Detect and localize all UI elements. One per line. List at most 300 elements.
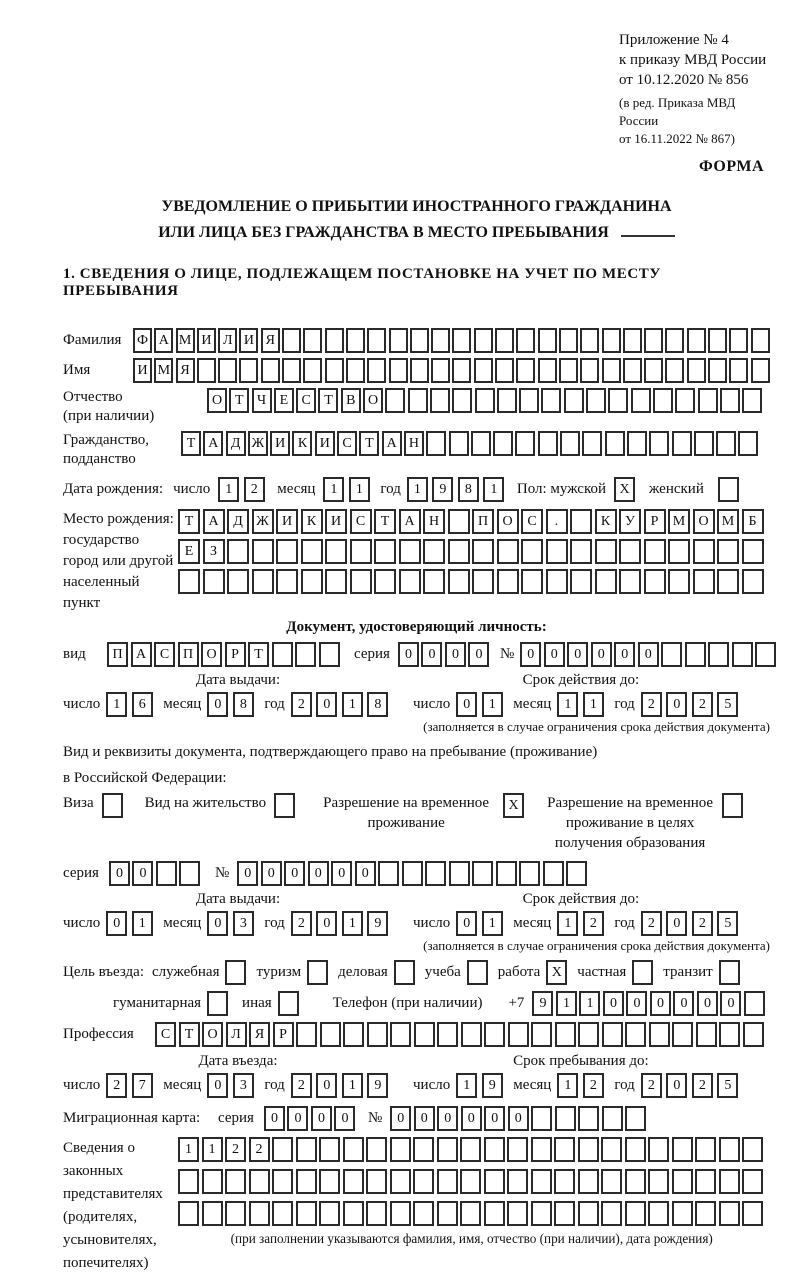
form-cell[interactable] <box>274 793 295 818</box>
form-cell[interactable] <box>531 1022 552 1047</box>
form-cell[interactable] <box>546 539 568 564</box>
form-cell[interactable]: А <box>203 431 223 456</box>
form-cell[interactable]: У <box>619 509 641 534</box>
form-cell[interactable] <box>102 793 123 818</box>
form-cell[interactable] <box>325 328 344 353</box>
form-cell[interactable] <box>605 431 625 456</box>
form-cell[interactable]: К <box>301 509 323 534</box>
form-cell[interactable] <box>437 1169 458 1194</box>
form-cell[interactable] <box>693 569 715 594</box>
form-cell[interactable]: 2 <box>692 911 713 936</box>
form-cell[interactable] <box>389 328 408 353</box>
form-cell[interactable]: О <box>693 509 715 534</box>
form-cell[interactable]: 1 <box>482 692 503 717</box>
form-cell[interactable]: И <box>239 328 258 353</box>
form-cell[interactable] <box>249 1169 270 1194</box>
form-cell[interactable]: Т <box>359 431 379 456</box>
form-cell[interactable]: О <box>201 642 222 667</box>
form-cell[interactable] <box>717 569 739 594</box>
form-cell[interactable] <box>460 1169 481 1194</box>
form-cell[interactable] <box>390 1169 411 1194</box>
form-cell[interactable] <box>366 1201 387 1226</box>
form-cell[interactable] <box>602 328 621 353</box>
form-cell[interactable]: 3 <box>233 1073 254 1098</box>
form-cell[interactable]: Р <box>273 1022 294 1047</box>
form-cell[interactable]: 0 <box>390 1106 411 1131</box>
form-cell[interactable] <box>625 1169 646 1194</box>
form-cell[interactable] <box>385 388 405 413</box>
form-cell[interactable] <box>367 328 386 353</box>
form-cell[interactable]: 9 <box>432 477 453 502</box>
form-cell[interactable]: 7 <box>132 1073 153 1098</box>
form-cell[interactable] <box>431 328 450 353</box>
form-cell[interactable] <box>665 328 684 353</box>
form-cell[interactable]: 0 <box>421 642 442 667</box>
form-cell[interactable]: 8 <box>458 477 479 502</box>
form-cell[interactable] <box>543 861 564 886</box>
form-cell[interactable]: А <box>131 642 152 667</box>
form-cell[interactable] <box>497 539 519 564</box>
form-cell[interactable] <box>452 388 472 413</box>
form-cell[interactable] <box>366 1169 387 1194</box>
form-cell[interactable]: П <box>472 509 494 534</box>
form-cell[interactable]: 2 <box>692 1073 713 1098</box>
form-cell[interactable]: 9 <box>367 1073 388 1098</box>
form-cell[interactable]: Е <box>178 539 200 564</box>
form-cell[interactable] <box>708 328 727 353</box>
form-cell[interactable] <box>394 960 415 985</box>
form-cell[interactable]: Н <box>404 431 424 456</box>
form-cell[interactable]: И <box>315 431 335 456</box>
form-cell[interactable] <box>578 1106 599 1131</box>
form-cell[interactable] <box>644 569 666 594</box>
form-cell[interactable] <box>719 960 740 985</box>
form-cell[interactable] <box>516 358 535 383</box>
form-cell[interactable] <box>178 1169 199 1194</box>
form-cell[interactable] <box>732 642 753 667</box>
form-cell[interactable] <box>632 960 653 985</box>
form-cell[interactable] <box>742 388 762 413</box>
form-cell[interactable] <box>695 1169 716 1194</box>
form-cell[interactable] <box>197 358 216 383</box>
form-cell[interactable]: 2 <box>225 1137 246 1162</box>
form-cell[interactable]: 0 <box>331 861 352 886</box>
form-cell[interactable]: 1 <box>132 911 153 936</box>
form-cell[interactable] <box>366 1137 387 1162</box>
form-cell[interactable]: 0 <box>614 642 635 667</box>
form-cell[interactable] <box>578 1022 599 1047</box>
form-cell[interactable]: С <box>296 388 316 413</box>
form-cell[interactable] <box>521 569 543 594</box>
form-cell[interactable]: 2 <box>583 1073 604 1098</box>
form-cell[interactable] <box>484 1022 505 1047</box>
form-cell[interactable] <box>272 1201 293 1226</box>
form-cell[interactable] <box>296 1201 317 1226</box>
form-cell[interactable] <box>602 358 621 383</box>
form-cell[interactable]: Ф <box>133 328 152 353</box>
form-cell[interactable]: М <box>668 509 690 534</box>
form-cell[interactable]: 2 <box>692 692 713 717</box>
form-cell[interactable] <box>325 358 344 383</box>
form-cell[interactable] <box>515 431 535 456</box>
form-cell[interactable]: 0 <box>207 1073 228 1098</box>
form-cell[interactable]: И <box>276 509 298 534</box>
form-cell[interactable]: 0 <box>456 911 477 936</box>
form-cell[interactable] <box>694 431 714 456</box>
form-cell[interactable]: Б <box>742 509 764 534</box>
form-cell[interactable] <box>319 1137 340 1162</box>
form-cell[interactable]: 0 <box>673 991 694 1016</box>
form-cell[interactable] <box>325 569 347 594</box>
form-cell[interactable] <box>555 1106 576 1131</box>
form-cell[interactable]: X <box>614 477 635 502</box>
form-cell[interactable] <box>448 539 470 564</box>
form-cell[interactable] <box>218 358 237 383</box>
form-cell[interactable] <box>531 1169 552 1194</box>
form-cell[interactable]: О <box>202 1022 223 1047</box>
form-cell[interactable] <box>484 1137 505 1162</box>
form-cell[interactable]: 0 <box>626 991 647 1016</box>
form-cell[interactable]: 2 <box>244 477 265 502</box>
form-cell[interactable] <box>751 328 770 353</box>
form-cell[interactable]: 0 <box>261 861 282 886</box>
form-cell[interactable] <box>644 539 666 564</box>
form-cell[interactable] <box>346 328 365 353</box>
form-cell[interactable] <box>687 358 706 383</box>
form-cell[interactable] <box>156 861 177 886</box>
form-cell[interactable] <box>497 388 517 413</box>
form-cell[interactable] <box>252 539 274 564</box>
form-cell[interactable]: 9 <box>367 911 388 936</box>
form-cell[interactable]: 1 <box>557 911 578 936</box>
form-cell[interactable] <box>719 1022 740 1047</box>
form-cell[interactable] <box>649 431 669 456</box>
form-cell[interactable] <box>179 861 200 886</box>
form-cell[interactable]: 0 <box>720 991 741 1016</box>
form-cell[interactable]: 1 <box>557 1073 578 1098</box>
form-cell[interactable] <box>531 1137 552 1162</box>
form-cell[interactable]: 1 <box>456 1073 477 1098</box>
form-cell[interactable]: 1 <box>557 692 578 717</box>
form-cell[interactable] <box>729 358 748 383</box>
form-cell[interactable] <box>202 1169 223 1194</box>
form-cell[interactable] <box>295 642 316 667</box>
form-cell[interactable] <box>538 328 557 353</box>
form-cell[interactable] <box>202 1201 223 1226</box>
form-cell[interactable] <box>602 1106 623 1131</box>
form-cell[interactable] <box>399 539 421 564</box>
form-cell[interactable]: 2 <box>106 1073 127 1098</box>
form-cell[interactable] <box>570 509 592 534</box>
form-cell[interactable] <box>718 477 739 502</box>
form-cell[interactable] <box>378 861 399 886</box>
form-cell[interactable] <box>449 431 469 456</box>
form-cell[interactable] <box>460 1201 481 1226</box>
form-cell[interactable] <box>343 1169 364 1194</box>
form-cell[interactable] <box>623 358 642 383</box>
form-cell[interactable]: Т <box>374 509 396 534</box>
form-cell[interactable]: М <box>717 509 739 534</box>
form-cell[interactable] <box>627 431 647 456</box>
form-cell[interactable]: 1 <box>579 991 600 1016</box>
form-cell[interactable]: 2 <box>641 911 662 936</box>
form-cell[interactable] <box>555 1022 576 1047</box>
form-cell[interactable]: 1 <box>106 692 127 717</box>
form-cell[interactable] <box>601 1201 622 1226</box>
form-cell[interactable]: 0 <box>445 642 466 667</box>
form-cell[interactable] <box>742 1169 763 1194</box>
form-cell[interactable]: М <box>176 328 195 353</box>
form-cell[interactable]: 0 <box>287 1106 308 1131</box>
form-cell[interactable] <box>716 431 736 456</box>
form-cell[interactable]: 0 <box>237 861 258 886</box>
form-cell[interactable] <box>449 861 470 886</box>
form-cell[interactable]: 0 <box>316 911 337 936</box>
form-cell[interactable]: 9 <box>482 1073 503 1098</box>
form-cell[interactable]: 0 <box>484 1106 505 1131</box>
form-cell[interactable] <box>225 1169 246 1194</box>
form-cell[interactable] <box>343 1022 364 1047</box>
form-cell[interactable]: 0 <box>666 692 687 717</box>
form-cell[interactable]: Я <box>249 1022 270 1047</box>
form-cell[interactable]: Л <box>218 328 237 353</box>
form-cell[interactable] <box>720 388 740 413</box>
form-cell[interactable]: 0 <box>650 991 671 1016</box>
form-cell[interactable] <box>225 960 246 985</box>
form-cell[interactable] <box>729 328 748 353</box>
form-cell[interactable] <box>497 569 519 594</box>
form-cell[interactable]: 2 <box>291 692 312 717</box>
form-cell[interactable] <box>296 1169 317 1194</box>
form-cell[interactable] <box>276 569 298 594</box>
form-cell[interactable] <box>672 431 692 456</box>
form-cell[interactable]: . <box>546 509 568 534</box>
form-cell[interactable]: 0 <box>697 991 718 1016</box>
form-cell[interactable] <box>496 861 517 886</box>
form-cell[interactable] <box>672 1169 693 1194</box>
form-cell[interactable]: 2 <box>291 911 312 936</box>
form-cell[interactable] <box>625 1201 646 1226</box>
form-cell[interactable] <box>319 1169 340 1194</box>
form-cell[interactable] <box>672 1137 693 1162</box>
form-cell[interactable]: 0 <box>334 1106 355 1131</box>
form-cell[interactable] <box>578 1137 599 1162</box>
form-cell[interactable]: 0 <box>638 642 659 667</box>
form-cell[interactable] <box>367 1022 388 1047</box>
form-cell[interactable] <box>343 1137 364 1162</box>
form-cell[interactable]: С <box>350 509 372 534</box>
form-cell[interactable] <box>744 991 765 1016</box>
form-cell[interactable]: 5 <box>717 692 738 717</box>
form-cell[interactable] <box>367 358 386 383</box>
form-cell[interactable]: 0 <box>355 861 376 886</box>
form-cell[interactable] <box>649 1022 670 1047</box>
form-cell[interactable] <box>698 388 718 413</box>
form-cell[interactable] <box>493 431 513 456</box>
form-cell[interactable]: 0 <box>316 692 337 717</box>
form-cell[interactable] <box>608 388 628 413</box>
form-cell[interactable] <box>722 793 743 818</box>
form-cell[interactable] <box>296 1022 317 1047</box>
form-cell[interactable] <box>272 1137 293 1162</box>
form-cell[interactable]: X <box>546 960 567 985</box>
form-cell[interactable] <box>519 861 540 886</box>
form-cell[interactable] <box>507 1201 528 1226</box>
form-cell[interactable] <box>282 358 301 383</box>
form-cell[interactable] <box>402 861 423 886</box>
form-cell[interactable]: В <box>341 388 361 413</box>
form-cell[interactable] <box>719 1137 740 1162</box>
form-cell[interactable] <box>519 388 539 413</box>
form-cell[interactable] <box>578 1169 599 1194</box>
form-cell[interactable]: 1 <box>556 991 577 1016</box>
form-cell[interactable] <box>437 1022 458 1047</box>
form-cell[interactable] <box>648 1201 669 1226</box>
form-cell[interactable] <box>560 431 580 456</box>
form-cell[interactable] <box>374 539 396 564</box>
form-cell[interactable] <box>742 1201 763 1226</box>
form-cell[interactable] <box>301 569 323 594</box>
form-cell[interactable] <box>755 642 776 667</box>
form-cell[interactable]: 5 <box>717 1073 738 1098</box>
form-cell[interactable] <box>423 569 445 594</box>
form-cell[interactable] <box>601 1137 622 1162</box>
form-cell[interactable]: 1 <box>202 1137 223 1162</box>
form-cell[interactable] <box>566 861 587 886</box>
form-cell[interactable] <box>437 1137 458 1162</box>
form-cell[interactable]: 0 <box>666 1073 687 1098</box>
form-cell[interactable] <box>227 569 249 594</box>
form-cell[interactable] <box>687 328 706 353</box>
form-cell[interactable]: 0 <box>520 642 541 667</box>
form-cell[interactable]: 1 <box>178 1137 199 1162</box>
form-cell[interactable] <box>413 1169 434 1194</box>
form-cell[interactable] <box>582 431 602 456</box>
form-cell[interactable]: Т <box>181 431 201 456</box>
form-cell[interactable] <box>276 539 298 564</box>
form-cell[interactable] <box>719 1201 740 1226</box>
form-cell[interactable]: 5 <box>717 911 738 936</box>
form-cell[interactable] <box>644 358 663 383</box>
form-cell[interactable]: 9 <box>532 991 553 1016</box>
form-cell[interactable]: 1 <box>342 911 363 936</box>
form-cell[interactable] <box>319 642 340 667</box>
form-cell[interactable] <box>564 388 584 413</box>
form-cell[interactable]: И <box>325 509 347 534</box>
form-cell[interactable] <box>538 358 557 383</box>
form-cell[interactable] <box>648 1137 669 1162</box>
form-cell[interactable]: 0 <box>461 1106 482 1131</box>
form-cell[interactable] <box>425 861 446 886</box>
form-cell[interactable] <box>303 358 322 383</box>
form-cell[interactable]: 1 <box>349 477 370 502</box>
form-cell[interactable]: А <box>399 509 421 534</box>
form-cell[interactable] <box>625 1106 646 1131</box>
form-cell[interactable] <box>319 1201 340 1226</box>
form-cell[interactable]: Я <box>261 328 280 353</box>
form-cell[interactable] <box>665 358 684 383</box>
form-cell[interactable] <box>278 991 299 1016</box>
form-cell[interactable]: 0 <box>666 911 687 936</box>
form-cell[interactable]: С <box>155 1022 176 1047</box>
form-cell[interactable] <box>472 539 494 564</box>
form-cell[interactable]: 3 <box>233 911 254 936</box>
form-cell[interactable] <box>495 328 514 353</box>
form-cell[interactable]: С <box>154 642 175 667</box>
form-cell[interactable]: 0 <box>311 1106 332 1131</box>
form-cell[interactable] <box>695 1137 716 1162</box>
form-cell[interactable] <box>708 642 729 667</box>
form-cell[interactable] <box>546 569 568 594</box>
form-cell[interactable]: А <box>203 509 225 534</box>
form-cell[interactable]: Ч <box>252 388 272 413</box>
form-cell[interactable]: И <box>197 328 216 353</box>
form-cell[interactable]: Ж <box>252 509 274 534</box>
form-cell[interactable] <box>296 1137 317 1162</box>
form-cell[interactable] <box>346 358 365 383</box>
form-cell[interactable] <box>601 1169 622 1194</box>
form-cell[interactable]: О <box>497 509 519 534</box>
form-cell[interactable] <box>531 1106 552 1131</box>
form-cell[interactable]: 6 <box>132 692 153 717</box>
form-cell[interactable]: Т <box>229 388 249 413</box>
form-cell[interactable] <box>374 569 396 594</box>
form-cell[interactable]: П <box>107 642 128 667</box>
form-cell[interactable] <box>472 569 494 594</box>
form-cell[interactable]: 0 <box>264 1106 285 1131</box>
form-cell[interactable] <box>390 1022 411 1047</box>
form-cell[interactable] <box>472 861 493 886</box>
form-cell[interactable]: Я <box>176 358 195 383</box>
form-cell[interactable] <box>178 569 200 594</box>
form-cell[interactable] <box>751 358 770 383</box>
form-cell[interactable] <box>495 358 514 383</box>
form-cell[interactable]: 0 <box>567 642 588 667</box>
form-cell[interactable] <box>249 1201 270 1226</box>
form-cell[interactable] <box>325 539 347 564</box>
form-cell[interactable]: 0 <box>508 1106 529 1131</box>
form-cell[interactable] <box>430 388 450 413</box>
form-cell[interactable] <box>668 539 690 564</box>
form-cell[interactable] <box>410 358 429 383</box>
form-cell[interactable] <box>644 328 663 353</box>
form-cell[interactable]: 2 <box>249 1137 270 1162</box>
form-cell[interactable] <box>320 1022 341 1047</box>
form-cell[interactable] <box>696 1022 717 1047</box>
form-cell[interactable] <box>474 358 493 383</box>
form-cell[interactable]: 0 <box>109 861 130 886</box>
form-cell[interactable] <box>460 1137 481 1162</box>
form-cell[interactable] <box>390 1201 411 1226</box>
form-cell[interactable] <box>414 1022 435 1047</box>
form-cell[interactable] <box>619 569 641 594</box>
form-cell[interactable] <box>685 642 706 667</box>
form-cell[interactable] <box>595 539 617 564</box>
form-cell[interactable] <box>461 1022 482 1047</box>
form-cell[interactable]: А <box>154 328 173 353</box>
form-cell[interactable] <box>559 328 578 353</box>
form-cell[interactable]: 0 <box>398 642 419 667</box>
form-cell[interactable]: 8 <box>233 692 254 717</box>
form-cell[interactable] <box>452 358 471 383</box>
form-cell[interactable] <box>423 539 445 564</box>
form-cell[interactable] <box>390 1137 411 1162</box>
form-cell[interactable] <box>672 1022 693 1047</box>
form-cell[interactable]: 0 <box>316 1073 337 1098</box>
form-cell[interactable] <box>717 539 739 564</box>
form-cell[interactable] <box>580 328 599 353</box>
form-cell[interactable]: З <box>203 539 225 564</box>
